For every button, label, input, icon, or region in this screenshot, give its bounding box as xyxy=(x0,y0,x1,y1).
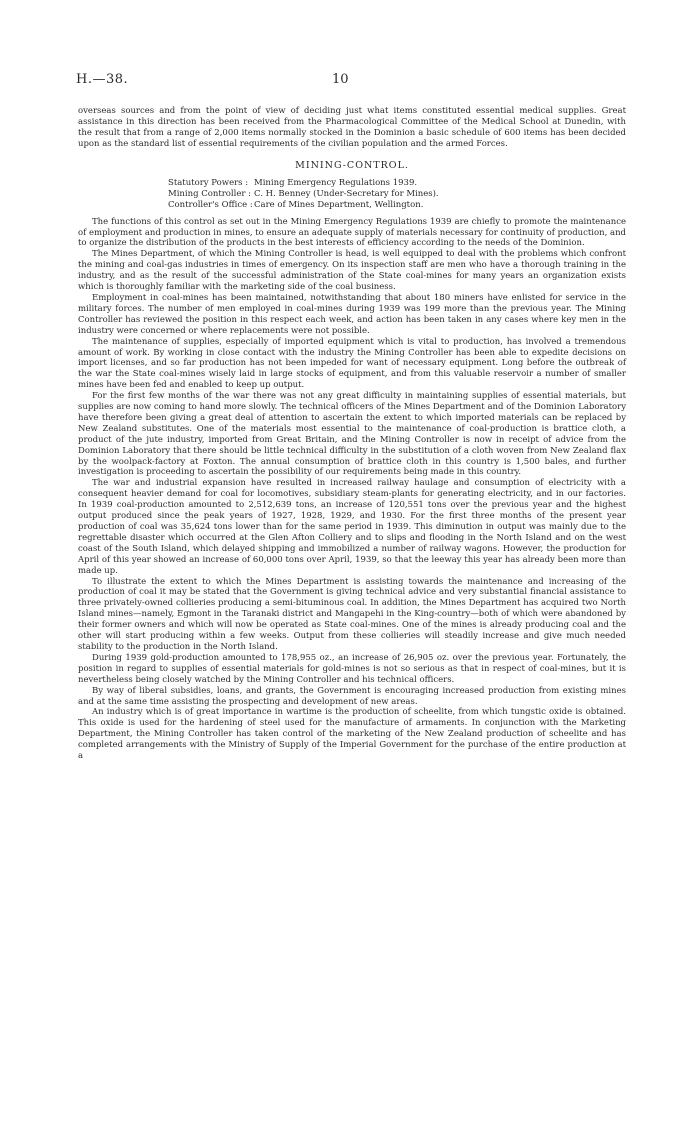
document-body xyxy=(78,106,626,762)
page-number: 10 xyxy=(332,72,349,87)
body-paragraph-gold-production: During 1939 gold-production amounted to 178,955 oz., an increase of 26,905 oz. over the previous year. Fortunately, the position in regard to supplies of essential materials for gold-mines is not so serious as that in respect of coal-mines, but it is nevertheless being closely watched by the Mining Controller and his technical officers. xyxy=(78,652,626,685)
info-row-controllers-office xyxy=(168,200,626,211)
intro-paragraph: overseas sources and from the point of view of deciding just what items constituted essential medical supplies. Great assistance in this direction has been received from the Pharmacological Committee of the Medical School at Dunedin, with the result that from a range of 2,000 items normally stocked in the Dominion a basic schedule of 600 items has been decided upon as the standard list of essential requirements of the civilian population and the armed Forces. xyxy=(78,106,626,149)
info-row-statutory-powers xyxy=(168,178,626,189)
body-paragraph-employment: Employment in coal-mines has been maintained, notwithstanding that about 180 miners have enlisted for service in the military forces. The number of men employed in coal-mines during 1939 was 199 more than the previous year. The Mining Controller has reviewed the position in this respect each week, and action has been taken in any cases where key men in the industry were concerned or where replacements were not possible. xyxy=(78,292,626,336)
info-label: Mining Controller : xyxy=(168,188,252,199)
body-paragraph-supplies: The maintenance of supplies, especially of imported equipment which is vital to production, has involved a tremendous amount of work. By working in close contact with the industry the Mining Controller has been able to expedite decisions on import licenses, and so far production has not been impeded for want of necessary equipment. Long before the outbreak of the war the State coal-mines wisely laid in large stocks of equipment, and from this valuable reservoir a number of smaller mines have been fed and enabled to keep up output. xyxy=(78,336,626,391)
body-paragraph-coal-production: The war and industrial expansion have resulted in increased railway haulage and consumption of electricity with a consequent heavier demand for coal for locomotives, subsidiary steam-plants for generating electricity, and in our factories. In 1939 coal-production amounted to 2,512,639 tons, an increase of 120,551 tons over the previous year and the highest output produced since the peak years of 1927, 1928, 1929, and 1930. For the first three months of the present year production of coal was 35,624 tons lower than for the same period in 1939. This diminution in output was mainly due to the regrettable disaster which occurred at the Glen Afton Colliery and to slips and flooding in the North Island and on the west coast of the South Island, which delayed shipping and immobilized a number of railway wagons. However, the production for April of this year showed an increase of 60,000 tons over April, 1939, so that the leeway this year has already been more than made up. xyxy=(78,478,626,576)
body-paragraph-scheelite: An industry which is of great importance in wartime is the production of scheelite, from which tungstic oxide is obtained. This oxide is used for the hardening of steel used for the manufacture of armaments. In conjunction with the Marketing Department, the Mining Controller has taken control of the marketing of the New Zealand production of scheelite and has completed arrangements with the Ministry of Supply of the Imperial Government for the purchase of the entire production at a xyxy=(78,707,626,762)
control-info-block xyxy=(168,178,626,211)
info-row-mining-controller xyxy=(168,189,626,200)
body-paragraph-materials: For the first few months of the war there was not any great difficulty in maintaining supplies of essential materials, but supplies are now coming to hand more slowly. The technical officers of the Mines Department and of the Dominion Laboratory have therefore been giving a great deal of attention to ascertain the extent to which imported materials can be replaced by New Zealand substitutes. One of the materials most essential to the maintenance of coal-production is brattice cloth, a product of the jute industry, imported from Great Britain, and the Mining Controller is now in receipt of advice from the Dominion Laboratory that there should be little technical difficulty in the substitution of a cloth woven from New Zealand flax by the woolpack-factory at Foxton. The annual consumption of brattice cloth in this country is 1,500 bales, and further investigation is proceeding to ascertain the possibility of our requirements being made in this country. xyxy=(78,391,626,478)
body-paragraph-subsidies: By way of liberal subsidies, loans, and grants, the Government is encouraging increased production from existing mines and at the same time assisting the prospecting and development of new areas. xyxy=(78,685,626,707)
info-value: Mining Emergency Regulations 1939. xyxy=(254,177,418,188)
document-reference: H.—38. xyxy=(76,72,129,87)
section-heading: MINING-CONTROL. xyxy=(295,159,409,171)
info-value: Care of Mines Department, Wellington. xyxy=(254,199,424,210)
info-value: C. H. Benney (Under-Secretary for Mines). xyxy=(254,188,439,199)
body-paragraph-government-assistance: To illustrate the extent to which the Mines Department is assisting towards the maintenance and increasing of the production of coal it may be stated that the Government is giving technical advice and very substantial financial assistance to three privately-owned collieries producing a semi-bituminous coal. In addition, the Mines Department has acquired two North Island mines—namely, Egmont in the Taranaki district and Mangapehi in the King-country—both of which were abandoned by their former owners and which will now be operated as State coal-mines. One of the mines is already producing coal and the other will start producing within a few weeks. Output from these collieries will steadily increase and give much needed stability to the production in the North Island. xyxy=(78,576,626,652)
body-paragraph-functions: The functions of this control as set out in the Mining Emergency Regulations 1939 are chiefly to promote the maintenance of employment and production in mines, to ensure an adequate supply of materials necessary for continuity of production, and to organize the distribution of the products in the best interests of efficiency according to the needs of the Dominion. xyxy=(78,216,626,249)
info-label: Controller's Office : xyxy=(168,199,253,210)
running-header xyxy=(78,72,626,94)
body-paragraph-mines-department: The Mines Department, of which the Mining Controller is head, is well equipped to deal with the problems which confront the mining and coal-gas industries in times of emergency. On its inspection staff are men who have a thorough training in the industry, and as the result of the successful administration of the State coal-mines for many years an organization exists which is thoroughly familiar with the marketing side of the coal business. xyxy=(78,249,626,293)
info-label: Statutory Powers : xyxy=(168,177,249,188)
document-page xyxy=(78,72,626,762)
